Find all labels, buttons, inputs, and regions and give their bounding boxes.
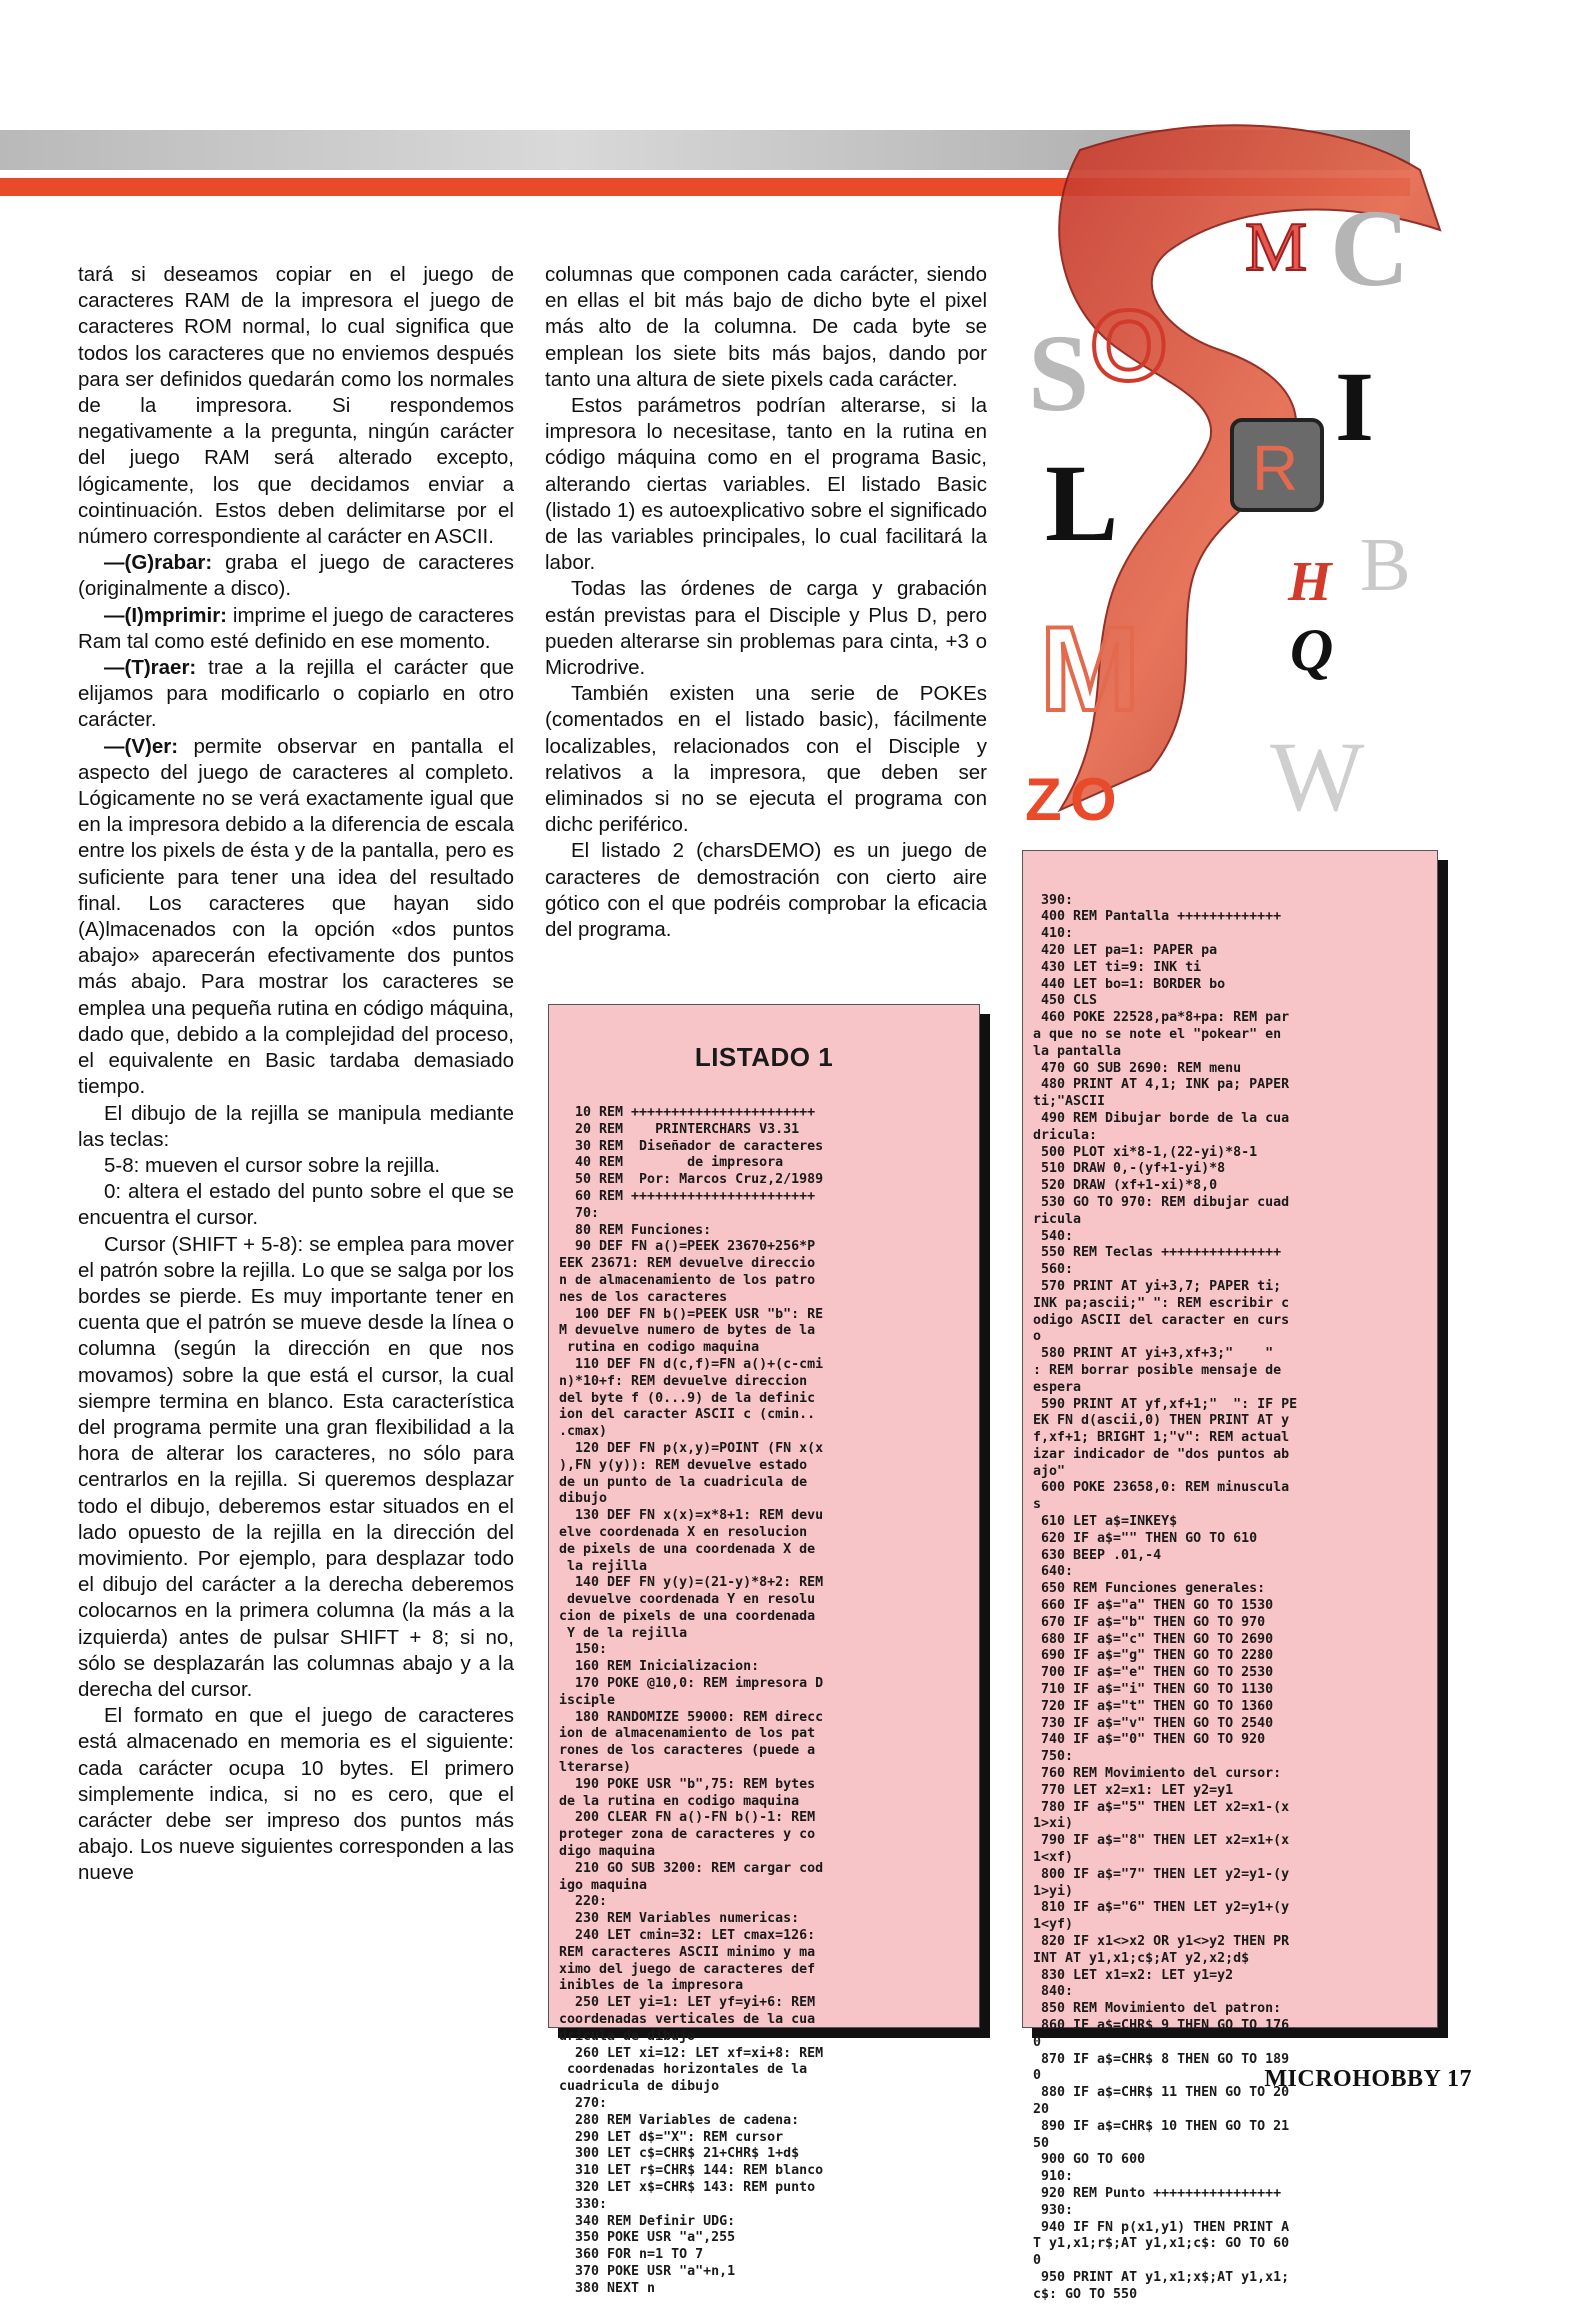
art-letter-R: R bbox=[1252, 432, 1299, 504]
paragraph: Estos parámetros podrían alterarse, si la impresora lo necesitase, tanto en la rutina en código máquina como en el programa Basic, alterando ciertas variables. El listado Basic (listado 1) es autoexplicativo sobre el significado de las variables principales, lo cual facilitará la labor. bbox=[545, 394, 987, 575]
art-letter-L: L bbox=[1045, 442, 1119, 564]
paragraph: Cursor (SHIFT + 5-8): se emplea para mover el patrón sobre la rejilla. Lo que se salga por los bordes se pierde. Es muy importante tener en cuenta que el patrón se mueve desde la línea o columna (según la dirección en que nos movamos) sobre la que está el cursor, la cual siempre termina en blanco. Esta característica del programa permite una gran flexibilidad a la hora de alterar los caracteres, no sólo para centrarlos en la rejilla. Si queremos desplazar todo el dibujo, deberemos estar situados en el lado opuesto de la rejilla en la dirección del movimiento. Por ejemplo, para desplazar todo el dibujo del carácter a la derecha deberemos colocarnos en la primera columna (la más a la izquierda) antes de pulsar SHIFT + 8; si no, sólo se desplazarán las columnas abajo y a la derecha del cursor. bbox=[78, 1232, 514, 1701]
article-column-1 bbox=[78, 262, 514, 1887]
option-grabar: —(G)rabar: bbox=[104, 551, 213, 575]
art-letter-C: C bbox=[1330, 187, 1410, 309]
listing-1-title: LISTADO 1 bbox=[694, 1041, 834, 1072]
paragraph: El listado 2 (charsDEMO) es un juego de caracteres de demostración con cierto aire gótico con el que podréis comprobar la eficacia del programa. bbox=[545, 839, 987, 942]
art-letter-O2: O bbox=[1070, 766, 1117, 833]
ribbon-letters-artwork bbox=[1020, 110, 1470, 850]
paragraph bbox=[78, 655, 514, 734]
option-traer: —(T)raer: bbox=[104, 656, 197, 680]
paragraph: El dibujo de la rejilla se manipula mediante las teclas: bbox=[78, 1101, 514, 1151]
option-ver: —(V)er: bbox=[104, 734, 179, 758]
paragraph: tará si deseamos copiar en el juego de caracteres RAM de la impresora el juego de caracteres ROM normal, lo cual significa que todos los caracteres que no enviemos después para ser definidos quedarán como los normales de la impresora. Si respondemos negativamente a la pregunta, ningún carácter del juego RAM será alterado excepto, lógicamente, los que decidamos enviar a cointinuación. Estos deben delimitarse por el número correspondiente al carácter en ASCII. bbox=[78, 263, 514, 549]
option-imprimir: —(I)mprimir: bbox=[104, 603, 227, 627]
art-letter-H: H bbox=[1288, 551, 1332, 613]
paragraph: 0: altera el estado del punto sobre el que se encuentra el cursor. bbox=[78, 1180, 514, 1230]
listing-1-continued-code: 390: 400 REM Pantalla +++++++++++++ 410: 420 LET pa=1: PAPER pa 430 LET ti=9: INK ti 440 LET bo=1: BORDER bo 450 CLS 460 POKE 22528,pa*8+pa: REM par a que no se note el "pokear" en la pantalla 470 GO SUB 2690: REM menu 480 PRINT AT 4,1; INK pa; PAPER ti;"ASCII 490 REM Dibujar borde de la cua dricula: 500 PLOT xi*8-1,(22-yi)*8-1 510 DRAW 0,-(yf+1-yi)*8 520 DRAW (xf+1-xi)*8,0 530 GO TO 970: REM dibujar cuad ricula 540: 550 REM Teclas +++++++++++++++ 560: 570 PRINT AT yi+3,7; PAPER ti; INK pa;ascii;" ": REM escribir c odigo ASCII del caracter en curs o 580 PRINT AT yi+3,xf+3;" " : REM borrar posible mensaje de espera 590 PRINT AT yf,xf+1;" ": IF PE EK FN d(ascii,0) THEN PRINT AT y f,xf+1; BRIGHT 1;"v": REM actual izar indicador de "dos puntos ab ajo" 600 POKE 23658,0: REM minuscula s 610 LET a$=INKEY$ 620 IF a$="" THEN GO TO 610 630 BEEP .01,-4 640: 650 REM Funciones generales: 660 IF a$="a" THEN GO TO 1530 670 IF a$="b" THEN GO TO 970 680 IF a$="c" THEN GO TO 2690 690 IF a$="g" THEN GO TO 2280 700 IF a$="e" THEN GO TO 2530 710 IF a$="i" THEN GO TO 1130 720 IF a$="t" THEN GO TO 1360 730 IF a$="v" THEN GO TO 2540 740 IF a$="0" THEN GO TO 920 750: 760 REM Movimiento del cursor: 770 LET x2=x1: LET y2=y1 780 IF a$="5" THEN LET x2=x1-(x 1>xi) 790 IF a$="8" THEN LET x2=x1+(x 1<xf) 800 IF a$="7" THEN LET y2=y1-(y 1>yi) 810 IF a$="6" THEN LET y2=y1+(y 1<yf) 820 IF x1<>x2 OR y1<>y2 THEN PR INT AT y1,x1;c$;AT y2,x2;d$ 830 LET x1=x2: LET y1=y2 840: 850 REM Movimiento del patron: 860 IF a$=CHR$ 9 THEN GO TO 176 0 870 IF a$=CHR$ 8 THEN GO TO 189 0 880 IF a$=CHR$ 11 THEN GO TO 20 20 890 IF a$=CHR$ 10 THEN GO TO 21 50 900 GO TO 600 910: 920 REM Punto ++++++++++++++++ 930: 940 IF FN p(x1,y1) THEN PRINT A T y1,x1;r$;AT y1,x1;c$: GO TO 60 0 950 PRINT AT y1,x1;x$;AT y1,x1; c$: GO TO 550 bbox=[1033, 892, 1298, 2302]
paragraph: columnas que componen cada carácter, siendo en ellas el bit más bajo de dicho byte el pixel más alto de la columna. De cada byte se emplean los siete bits más bajos, dando por tanto una altura de siete pixels cada carácter. bbox=[545, 263, 987, 391]
listing-1-code: 10 REM +++++++++++++++++++++++ 20 REM PRINTERCHARS V3.31 30 REM Diseñador de caracteres 40 REM de impresora 50 REM Por: Marcos Cruz,2/1989 60 REM +++++++++++++++++++++++ 70: 80 REM Funciones: 90 DEF FN a()=PEEK 23670+256*P EEK 23671: REM devuelve direccio n de almacenamiento de los patro nes de los caracteres 100 DEF FN b()=PEEK USR "b": RE M devuelve numero de bytes de la rutina en codigo maquina 110 DEF FN d(c,f)=FN a()+(c-cmi n)*10+f: REM devuelve direccion del byte f (0...9) de la definic ion del caracter ASCII c (cmin.. .cmax) 120 DEF FN p(x,y)=POINT (FN x(x ),FN y(y)): REM devuelve estado de un punto de la cuadricula de dibujo 130 DEF FN x(x)=x*8+1: REM devu elve coordenada X en resolucion de pixels de una coordenada X de la rejilla 140 DEF FN y(y)=(21-y)*8+2: REM devuelve coordenada Y en resolu cion de pixels de una coordenada Y de la rejilla 150: 160 REM Inicializacion: 170 POKE @10,0: REM impresora D isciple 180 RANDOMIZE 59000: REM direcc ion de almacenamiento de los pat rones de los caracteres (puede a lterarse) 190 POKE USR "b",75: REM bytes de la rutina en codigo maquina 200 CLEAR FN a()-FN b()-1: REM proteger zona de caracteres y co digo maquina 210 GO SUB 3200: REM cargar cod igo maquina 220: 230 REM Variables numericas: 240 LET cmin=32: LET cmax=126: REM caracteres ASCII minimo y ma ximo del juego de caracteres def inibles de la impresora 250 LET yi=1: LET yf=yi+6: REM coordenadas verticales de la cua dricula de dibujo 260 LET xi=12: LET xf=xi+8: REM coordenadas horizontales de la cuadricula de dibujo 270: 280 REM Variables de cadena: 290 LET d$="X": REM cursor 300 LET c$=CHR$ 21+CHR$ 1+d$ 310 LET r$=CHR$ 144: REM blanco 320 LET x$=CHR$ 143: REM punto 330: 340 REM Definir UDG: 350 POKE USR "a",255 360 FOR n=1 TO 7 370 POKE USR "a"+n,1 380 NEXT n bbox=[559, 1104, 824, 2296]
art-letter-B: B bbox=[1360, 523, 1411, 607]
art-letter-S: S bbox=[1028, 312, 1090, 434]
art-letter-M: M bbox=[1245, 209, 1308, 286]
option-desc: graba el juego de caracteres (originalmente a disco). bbox=[78, 551, 514, 601]
art-letter-I: I bbox=[1335, 351, 1374, 462]
art-letter-W: W bbox=[1270, 721, 1365, 832]
art-letter-Q: Q bbox=[1290, 617, 1334, 683]
option-desc: imprime el juego de caracteres Ram tal como esté definido en ese momento. bbox=[78, 603, 514, 653]
article-column-2 bbox=[545, 262, 987, 943]
paragraph bbox=[78, 550, 514, 602]
paragraph: 5-8: mueven el cursor sobre la rejilla. bbox=[104, 1153, 441, 1177]
option-desc: trae a la rejilla el carácter que elijamos para modificarlo o copiarlo en otro carácter. bbox=[78, 656, 514, 732]
listing-1-box bbox=[548, 1004, 980, 2296]
page-footer: MICROHOBBY 17 bbox=[1264, 2066, 1472, 2092]
option-desc: permite observar en pantalla el aspecto del juego de caracteres al completo. Lógicamente no se verá exactamente igual que en la impresora debido a la diferencia de escala entre los pixels de ésta y de la pantalla, pero es suficiente para tener una idea del resultado final. Los caracteres que hayan sido (A)lmacenados con la opción «dos puntos abajo» aparecerán efectivamente dos puntos más abajo. Para mostrar los caracteres se emplea una pequeña rutina en código máquina, dado que, debido a la complejidad del proceso, el equivalente en Basic tardaba demasiado tiempo. bbox=[78, 734, 514, 1099]
art-letter-M2: M bbox=[1040, 602, 1140, 736]
art-letter-O: O bbox=[1090, 290, 1168, 402]
paragraph: También existen una serie de POKEs (comentados en el listado basic), fácilmente localizables, relacionados con el Disciple y relativos a la impresora, que deben ser eliminados si no se ejecuta el programa con dichc periférico. bbox=[545, 682, 987, 837]
paragraph bbox=[78, 603, 514, 655]
art-letter-Z: Z bbox=[1025, 766, 1062, 833]
paragraph: Todas las órdenes de carga y grabación están previstas para el Disciple y Plus D, pero pueden alterarse sin problemas para cinta, +3 o Microdrive. bbox=[545, 577, 987, 680]
paragraph bbox=[78, 734, 514, 1101]
paragraph: El formato en que el juego de caracteres está almacenado en memoria es el siguiente: cada carácter ocupa 10 bytes. El primero simplemente indica, si no es cero, que el carácter debe ser impreso dos puntos más abajo. Los nueve siguientes corresponden a las nueve bbox=[78, 1704, 514, 1885]
